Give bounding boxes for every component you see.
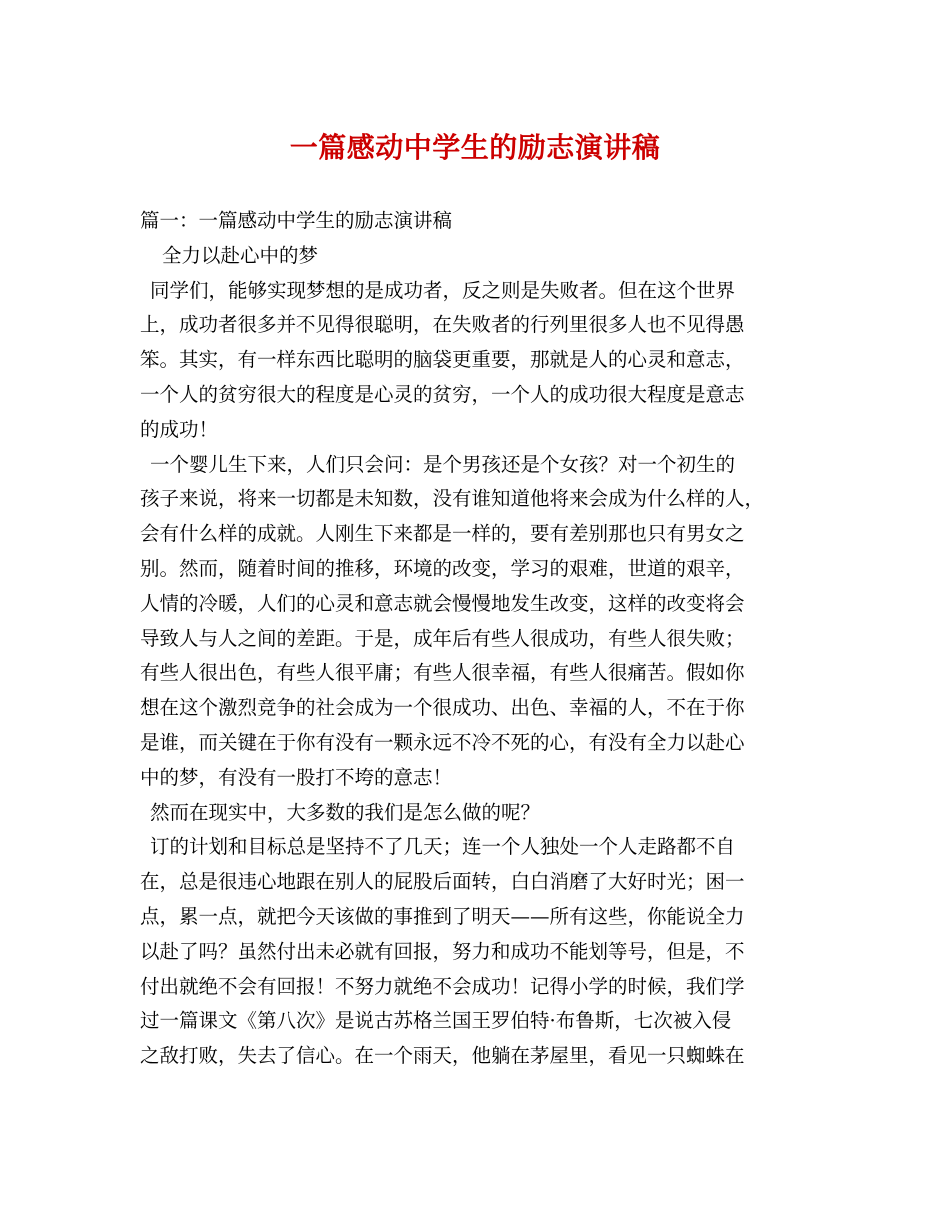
body-line: 之敌打败，失去了信心。在一个雨天，他躺在茅屋里，看见一只蜘蛛在: [140, 1044, 745, 1068]
body-line: 的成功！: [140, 417, 219, 441]
body-line: 别。然而，随着时间的推移，环境的改变，学习的艰难，世道的艰辛，: [140, 556, 745, 580]
body-line: 然而在现实中，大多数的我们是怎么做的呢？: [150, 800, 541, 824]
document-title: 一篇感动中学生的励志演讲稿: [289, 131, 661, 164]
body-line: 人情的冷暖，人们的心灵和意志就会慢慢地发生改变，这样的改变将会: [140, 591, 745, 615]
body-line: 一个婴儿生下来，人们只会问：是个男孩还是个女孩？对一个初生的: [150, 452, 736, 476]
body-line: 是谁，而关键在于你有没有一颗永远不冷不死的心，有没有全力以赴心: [140, 730, 745, 754]
document-body: [140, 204, 820, 1074]
body-line: 一个人的贫穷很大的程度是心灵的贫穷，一个人的成功很大程度是意志: [140, 382, 745, 406]
body-line: 付出就绝不会有回报！不努力就绝不会成功！记得小学的时候，我们学: [140, 974, 745, 998]
body-line: 有些人很出色，有些人很平庸；有些人很幸福，有些人很痛苦。假如你: [140, 661, 745, 685]
body-line: 孩子来说，将来一切都是未知数，没有谁知道他将来会成为什么样的人，: [140, 487, 765, 511]
body-line: 想在这个激烈竞争的社会成为一个很成功、出色、幸福的人，不在于你: [140, 696, 745, 720]
body-line: 在，总是很违心地跟在别人的屁股后面转，白白消磨了大好时光；困一: [140, 870, 745, 894]
body-line: 会有什么样的成就。人刚生下来都是一样的，要有差别那也只有男女之: [140, 522, 745, 546]
body-line: 过一篇课文《第八次》是说古苏格兰国王罗伯特·布鲁斯，七次被入侵: [140, 1009, 732, 1033]
body-line: 以赴了吗？虽然付出未必就有回报，努力和成功不能划等号，但是，不: [140, 939, 745, 963]
body-line: 笨。其实，有一样东西比聪明的脑袋更重要，那就是人的心灵和意志，: [140, 348, 745, 372]
body-line: 导致人与人之间的差距。于是，成年后有些人很成功，有些人很失败；: [140, 626, 745, 650]
body-line: 上，成功者很多并不见得很聪明，在失败者的行列里很多人也不见得愚: [140, 313, 745, 337]
body-line: 中的梦，有没有一股打不垮的意志！: [140, 765, 453, 789]
body-line: 订的计划和目标总是坚持不了几天；连一个人独处一个人走路都不自: [150, 835, 736, 859]
section-heading: 篇一：一篇感动中学生的励志演讲稿: [140, 209, 453, 232]
body-line: 同学们，能够实现梦想的是成功者，反之则是失败者。但在这个世界: [150, 278, 736, 302]
speech-subtitle: 全力以赴心中的梦: [162, 243, 319, 267]
body-line: 点，累一点，就把今天该做的事推到了明天——所有这些，你能说全力: [140, 904, 745, 928]
